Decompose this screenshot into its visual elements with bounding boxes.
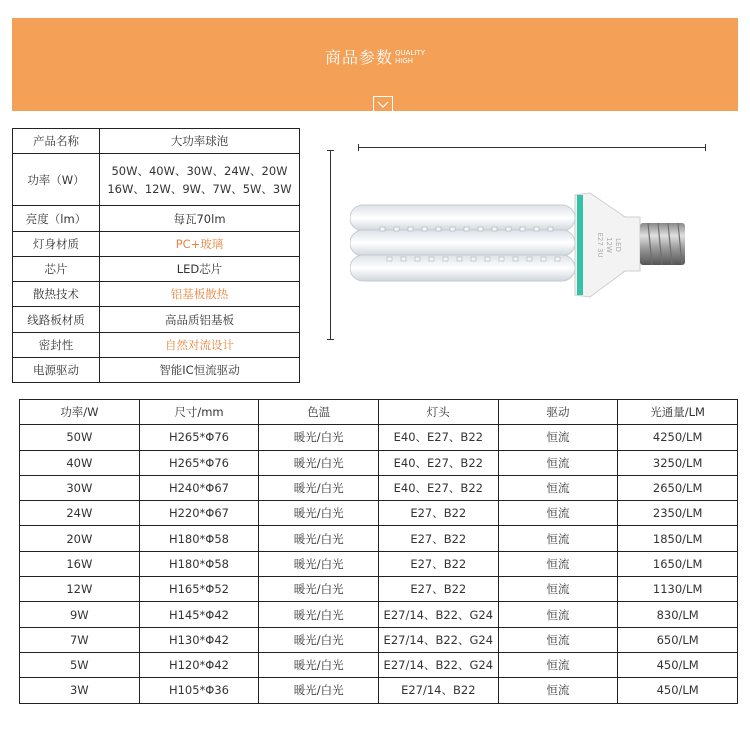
header-cell: 色温 — [259, 400, 379, 425]
cell: 830/LM — [618, 602, 738, 627]
table-row — [20, 577, 738, 602]
cell: 暖光/白光 — [259, 526, 379, 551]
cell: E40、E27、B22 — [378, 450, 498, 475]
cell: 暖光/白光 — [259, 475, 379, 500]
table-row — [20, 475, 738, 500]
cell: 20W — [20, 526, 140, 551]
spec-row — [13, 358, 300, 383]
cell: E27/14、B22、G24 — [378, 602, 498, 627]
cell: 450/LM — [618, 652, 738, 677]
banner-title-zh: 商品参数 — [325, 48, 394, 67]
spec-row — [13, 257, 300, 282]
width-dimension-line — [358, 147, 706, 148]
spec-row — [13, 333, 300, 358]
spec-value: 每瓦70lm — [100, 206, 300, 232]
header-cell: 驱动 — [498, 400, 618, 425]
spec-row — [13, 129, 300, 154]
cell: 暖光/白光 — [259, 602, 379, 627]
spec-label: 电源驱动 — [13, 358, 100, 383]
spec-label: 芯片 — [13, 257, 100, 282]
spec-value-power-line1: 50W、40W、30W、24W、20W — [111, 163, 288, 178]
cell: 1130/LM — [618, 577, 738, 602]
table-row — [20, 652, 738, 677]
cell: 恒流 — [498, 577, 618, 602]
cell: 16W — [20, 551, 140, 576]
table-row — [20, 551, 738, 576]
cell: H165*Φ52 — [139, 577, 259, 602]
banner-title-en — [395, 49, 425, 65]
cell: 暖光/白光 — [259, 450, 379, 475]
cell: 暖光/白光 — [259, 652, 379, 677]
cell: E40、E27、B22 — [378, 425, 498, 450]
cell: 恒流 — [498, 501, 618, 526]
spec-value: 智能IC恒流驱动 — [100, 358, 300, 383]
cell: 4250/LM — [618, 425, 738, 450]
cell: E27、B22 — [378, 551, 498, 576]
cell: 暖光/白光 — [259, 425, 379, 450]
cell: H220*Φ67 — [139, 501, 259, 526]
cell: 3250/LM — [618, 450, 738, 475]
cell: 恒流 — [498, 526, 618, 551]
spec-label: 线路板材质 — [13, 307, 100, 333]
cell: 1650/LM — [618, 551, 738, 576]
banner-title-en-line2: HIGH — [395, 56, 414, 65]
spec-row — [13, 307, 300, 333]
cell: H145*Φ42 — [139, 602, 259, 627]
cell: 恒流 — [498, 551, 618, 576]
table-row — [20, 450, 738, 475]
bulb-collar-ring — [577, 195, 583, 295]
spec-value-power — [100, 154, 300, 206]
cell: H180*Φ58 — [139, 551, 259, 576]
cell: H180*Φ58 — [139, 526, 259, 551]
table-row — [20, 678, 738, 703]
cell: 30W — [20, 475, 140, 500]
cell: 恒流 — [498, 475, 618, 500]
cell: 2350/LM — [618, 501, 738, 526]
spec-value: PC+玻璃 — [100, 232, 300, 257]
spec-value: 铝基板散热 — [100, 282, 300, 307]
spec-label: 产品名称 — [13, 129, 100, 154]
cell: 12W — [20, 577, 140, 602]
cell: 恒流 — [498, 425, 618, 450]
model-header-row — [20, 400, 738, 425]
cell: 暖光/白光 — [259, 501, 379, 526]
cell: 1850/LM — [618, 526, 738, 551]
cell: E27、B22 — [378, 526, 498, 551]
cell: E27/14、B22 — [378, 678, 498, 703]
cell: 650/LM — [618, 627, 738, 652]
cell: E27/14、B22、G24 — [378, 652, 498, 677]
table-row — [20, 425, 738, 450]
spec-value: LED芯片 — [100, 257, 300, 282]
spec-label: 散热技术 — [13, 282, 100, 307]
height-dimension-line — [330, 150, 331, 340]
spec-table — [12, 128, 300, 383]
header-cell: 功率/W — [20, 400, 140, 425]
cell: 2650/LM — [618, 475, 738, 500]
cell: 40W — [20, 450, 140, 475]
cell: 5W — [20, 652, 140, 677]
spec-label: 亮度（lm） — [13, 206, 100, 232]
cell: 450/LM — [618, 678, 738, 703]
cell: E40、E27、B22 — [378, 475, 498, 500]
cell: 50W — [20, 425, 140, 450]
cell: 恒流 — [498, 602, 618, 627]
spec-row — [13, 282, 300, 307]
spec-label: 功率（W） — [13, 154, 100, 206]
cell: E27、B22 — [378, 501, 498, 526]
collar-text-3: E27 3U — [596, 232, 604, 258]
cell: 暖光/白光 — [259, 551, 379, 576]
spec-value: 大功率球泡 — [100, 129, 300, 154]
banner-title — [12, 45, 738, 68]
cell: E27、B22 — [378, 577, 498, 602]
model-table — [19, 399, 738, 704]
banner-title-en-line1: QUALITY — [395, 48, 425, 57]
header-banner — [12, 18, 738, 111]
spec-value: 自然对流设计 — [100, 333, 300, 358]
cell: H265*Φ76 — [139, 425, 259, 450]
spec-row — [13, 206, 300, 232]
cell: 暖光/白光 — [259, 577, 379, 602]
table-row — [20, 526, 738, 551]
cell: 恒流 — [498, 450, 618, 475]
table-row — [20, 602, 738, 627]
collar-text-1: LED — [614, 238, 622, 252]
bulb-tubes — [350, 205, 575, 281]
spec-value: 高品质铝基板 — [100, 307, 300, 333]
header-cell: 尺寸/mm — [139, 400, 259, 425]
cell: 9W — [20, 602, 140, 627]
cell: E27/14、B22、G24 — [378, 627, 498, 652]
collar-text-2: 12W — [605, 237, 613, 253]
table-row — [20, 627, 738, 652]
cell: 暖光/白光 — [259, 678, 379, 703]
chevron-down-icon — [373, 96, 393, 113]
cell: 恒流 — [498, 678, 618, 703]
bulb-image — [350, 185, 700, 310]
table-row — [20, 501, 738, 526]
cell: 恒流 — [498, 652, 618, 677]
cell: 恒流 — [498, 627, 618, 652]
cell: 7W — [20, 627, 140, 652]
spec-value-power-line2: 16W、12W、9W、7W、5W、3W — [107, 181, 292, 196]
spec-row — [13, 154, 300, 206]
cell: 24W — [20, 501, 140, 526]
cell: H240*Φ67 — [139, 475, 259, 500]
cell: 3W — [20, 678, 140, 703]
header-cell: 光通量/LM — [618, 400, 738, 425]
cell: H105*Φ36 — [139, 678, 259, 703]
cell: H130*Φ42 — [139, 627, 259, 652]
cell: H265*Φ76 — [139, 450, 259, 475]
spec-label: 灯身材质 — [13, 232, 100, 257]
spec-label: 密封性 — [13, 333, 100, 358]
header-cell: 灯头 — [378, 400, 498, 425]
cell: H120*Φ42 — [139, 652, 259, 677]
spec-row — [13, 232, 300, 257]
cell: 暖光/白光 — [259, 627, 379, 652]
